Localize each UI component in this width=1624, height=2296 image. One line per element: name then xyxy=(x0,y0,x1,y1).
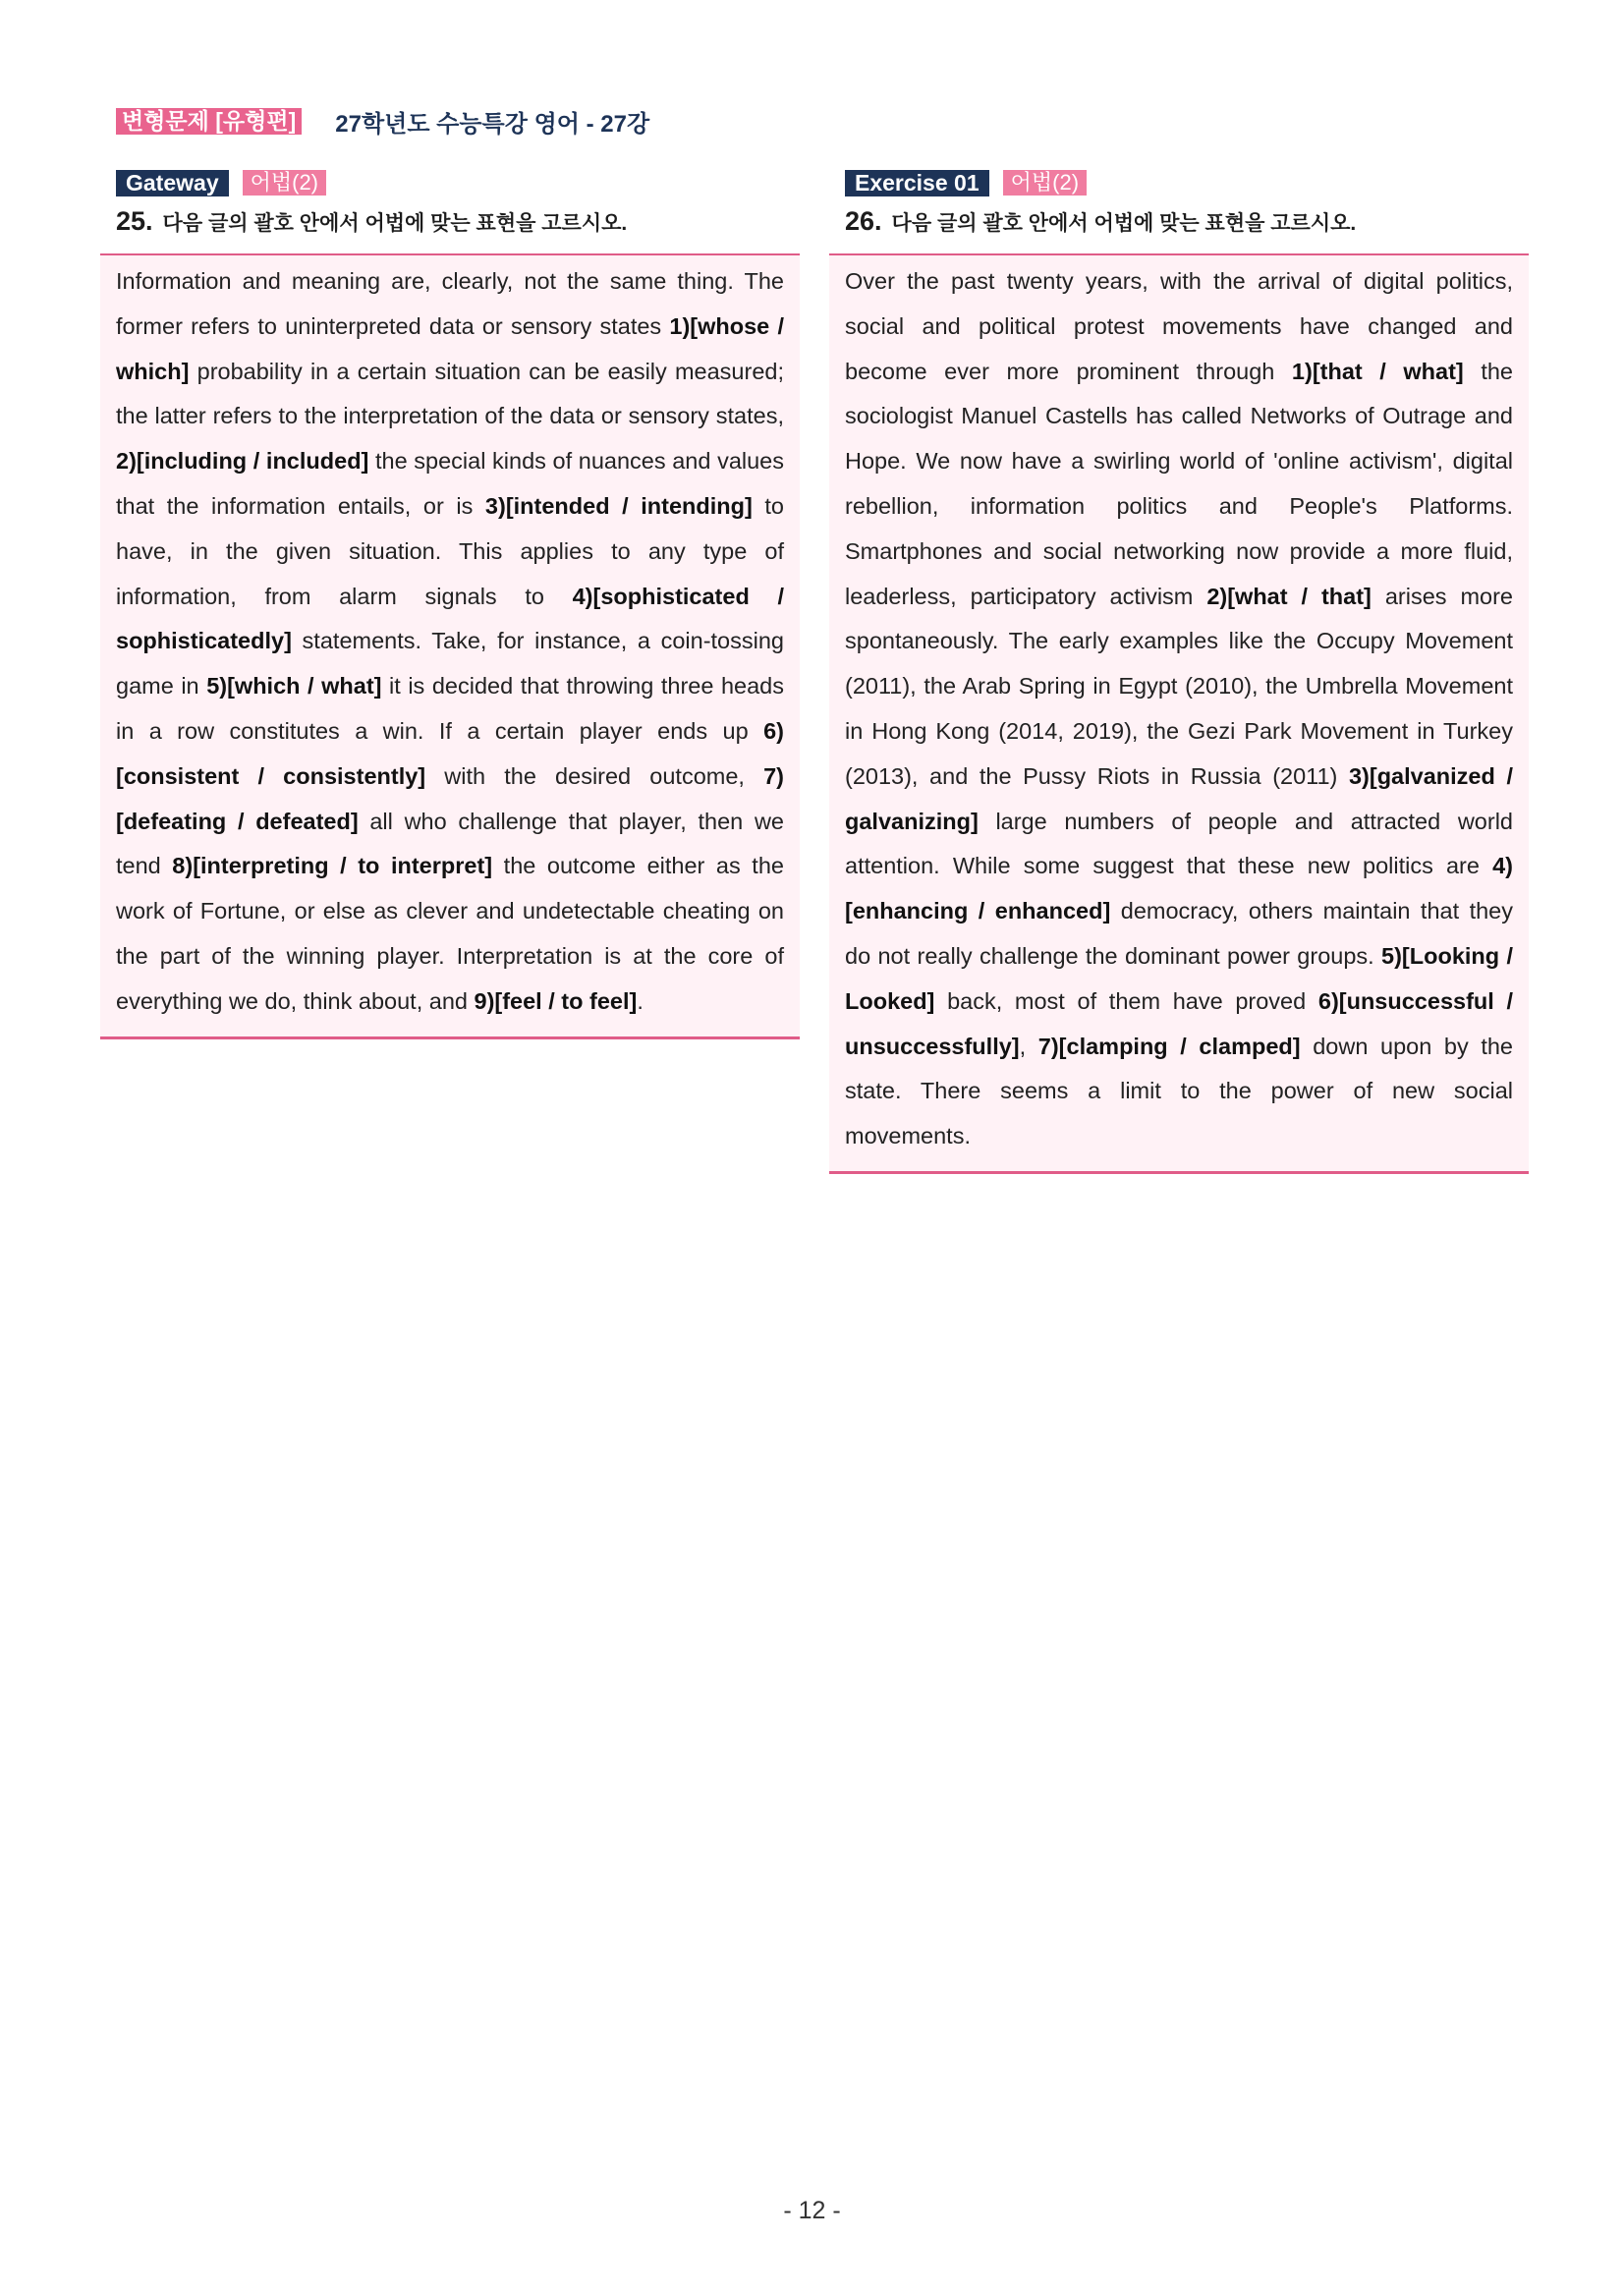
left-passage-box xyxy=(100,253,800,1039)
passage-text: . xyxy=(637,987,644,1014)
left-question-number: 25. xyxy=(116,206,153,236)
page-number: - 12 - xyxy=(783,2197,841,2224)
left-passage xyxy=(116,259,784,1025)
gateway-badge: Gateway xyxy=(116,170,229,196)
passage-text: , xyxy=(1019,1033,1038,1059)
left-question xyxy=(100,206,800,240)
answer-choice: 3)[intended / intending] xyxy=(484,492,753,519)
answer-choice: 6)[consistent / consistently] xyxy=(116,717,784,789)
right-passage xyxy=(845,259,1513,1159)
answer-choice: 9)[feel / to feel] xyxy=(474,987,638,1014)
passage-text: down upon by the state. There seems a limit to the power of new social movements. xyxy=(845,1033,1514,1149)
right-column xyxy=(829,169,1529,1174)
variant-badge: 변형문제 [유형편] xyxy=(116,108,302,135)
passage-text: democracy, others maintain that they do not really challenge the dominant power groups. xyxy=(845,898,1513,969)
passage-text: to have, in the given situation. This applies to any type of information, from alarm signals to xyxy=(116,492,784,609)
answer-choice: 6)[unsuccessful / unsuccessfully] xyxy=(845,987,1513,1059)
passage-text: with the desired outcome, xyxy=(425,762,764,789)
passage-text: the outcome either as the work of Fortune, or else as clever and undetectable cheating on the part of the winning player. Interpretation is at the core of everything we do, think about, and xyxy=(116,853,784,1014)
passage-text: it is decided that throwing three heads in a row constitutes a win. If a certain player ends up xyxy=(116,673,785,744)
page-header xyxy=(116,104,649,138)
passage-text: the special kinds of nuances and values that the information entails, or is xyxy=(116,448,784,519)
right-question-number: 26. xyxy=(845,206,882,236)
answer-choice: 5)[Looking / Looked] xyxy=(845,942,1513,1014)
answer-choice: 8)[interpreting / to interpret] xyxy=(172,853,493,879)
answer-choice: 3)[galvanized / galvanizing] xyxy=(845,762,1513,834)
right-label-row xyxy=(829,169,1529,196)
passage-text: Over the past twenty years, with the arrival of digital politics, social and political protest movements have changed and become ever more prominent through xyxy=(845,268,1513,384)
right-type-tag: 어법(2) xyxy=(1003,170,1087,196)
answer-choice: 2)[including / included] xyxy=(116,448,369,475)
right-question xyxy=(829,206,1529,240)
page-title: 27학년도 수능특강 영어 - 27강 xyxy=(335,110,650,138)
answer-choice: 5)[which / what] xyxy=(206,673,382,700)
passage-text: the sociologist Manuel Castells has called Networks of Outrage and Hope. We now have a swirling world of 'online activism', digital rebellion, information politics and People's Platforms. Smartphones and social networking now provide a more fluid, leaderless, participatory activism xyxy=(845,358,1513,609)
answer-choice: 2)[what / that] xyxy=(1206,583,1372,609)
left-type-tag: 어법(2) xyxy=(243,170,326,196)
left-label-row xyxy=(100,169,800,196)
answer-choice: 1)[whose / which] xyxy=(116,312,784,384)
exercise-badge: Exercise 01 xyxy=(845,170,989,196)
passage-text: all who challenge that player, then we tend xyxy=(116,808,784,879)
answer-choice: 4)[enhancing / enhanced] xyxy=(845,853,1513,924)
left-question-text: 다음 글의 괄호 안에서 어법에 맞는 표현을 고르시오. xyxy=(162,212,628,235)
passage-text: probability in a certain situation can be easily measured; the latter refers to the interpretation of the data or sensory states, xyxy=(116,358,784,429)
answer-choice: 4)[sophisticated / sophisticatedly] xyxy=(116,583,784,654)
passage-text: Information and meaning are, clearly, not the same thing. The former refers to uninterpreted data or sensory states xyxy=(116,268,784,339)
answer-choice: 7)[defeating / defeated] xyxy=(116,762,785,834)
right-passage-box xyxy=(829,253,1529,1174)
passage-text: arises more spontaneously. The early examples like the Occupy Movement (2011), the Arab Spring in Egypt (2010), the Umbrella Movement in Hong Kong (2014, 2019), the Gezi Park Movement in Turkey (2013), and the Pussy Riots in Russia (2011) xyxy=(845,583,1513,789)
right-question-text: 다음 글의 괄호 안에서 어법에 맞는 표현을 고르시오. xyxy=(891,212,1357,235)
passage-text: back, most of them have proved xyxy=(934,987,1318,1014)
answer-choice: 7)[clamping / clamped] xyxy=(1037,1033,1301,1059)
passage-text: large numbers of people and attracted world attention. While some suggest that these new politics are xyxy=(845,808,1513,879)
left-column xyxy=(100,169,800,1039)
answer-choice: 1)[that / what] xyxy=(1291,358,1464,384)
passage-text: statements. Take, for instance, a coin-tossing game in xyxy=(116,628,784,700)
